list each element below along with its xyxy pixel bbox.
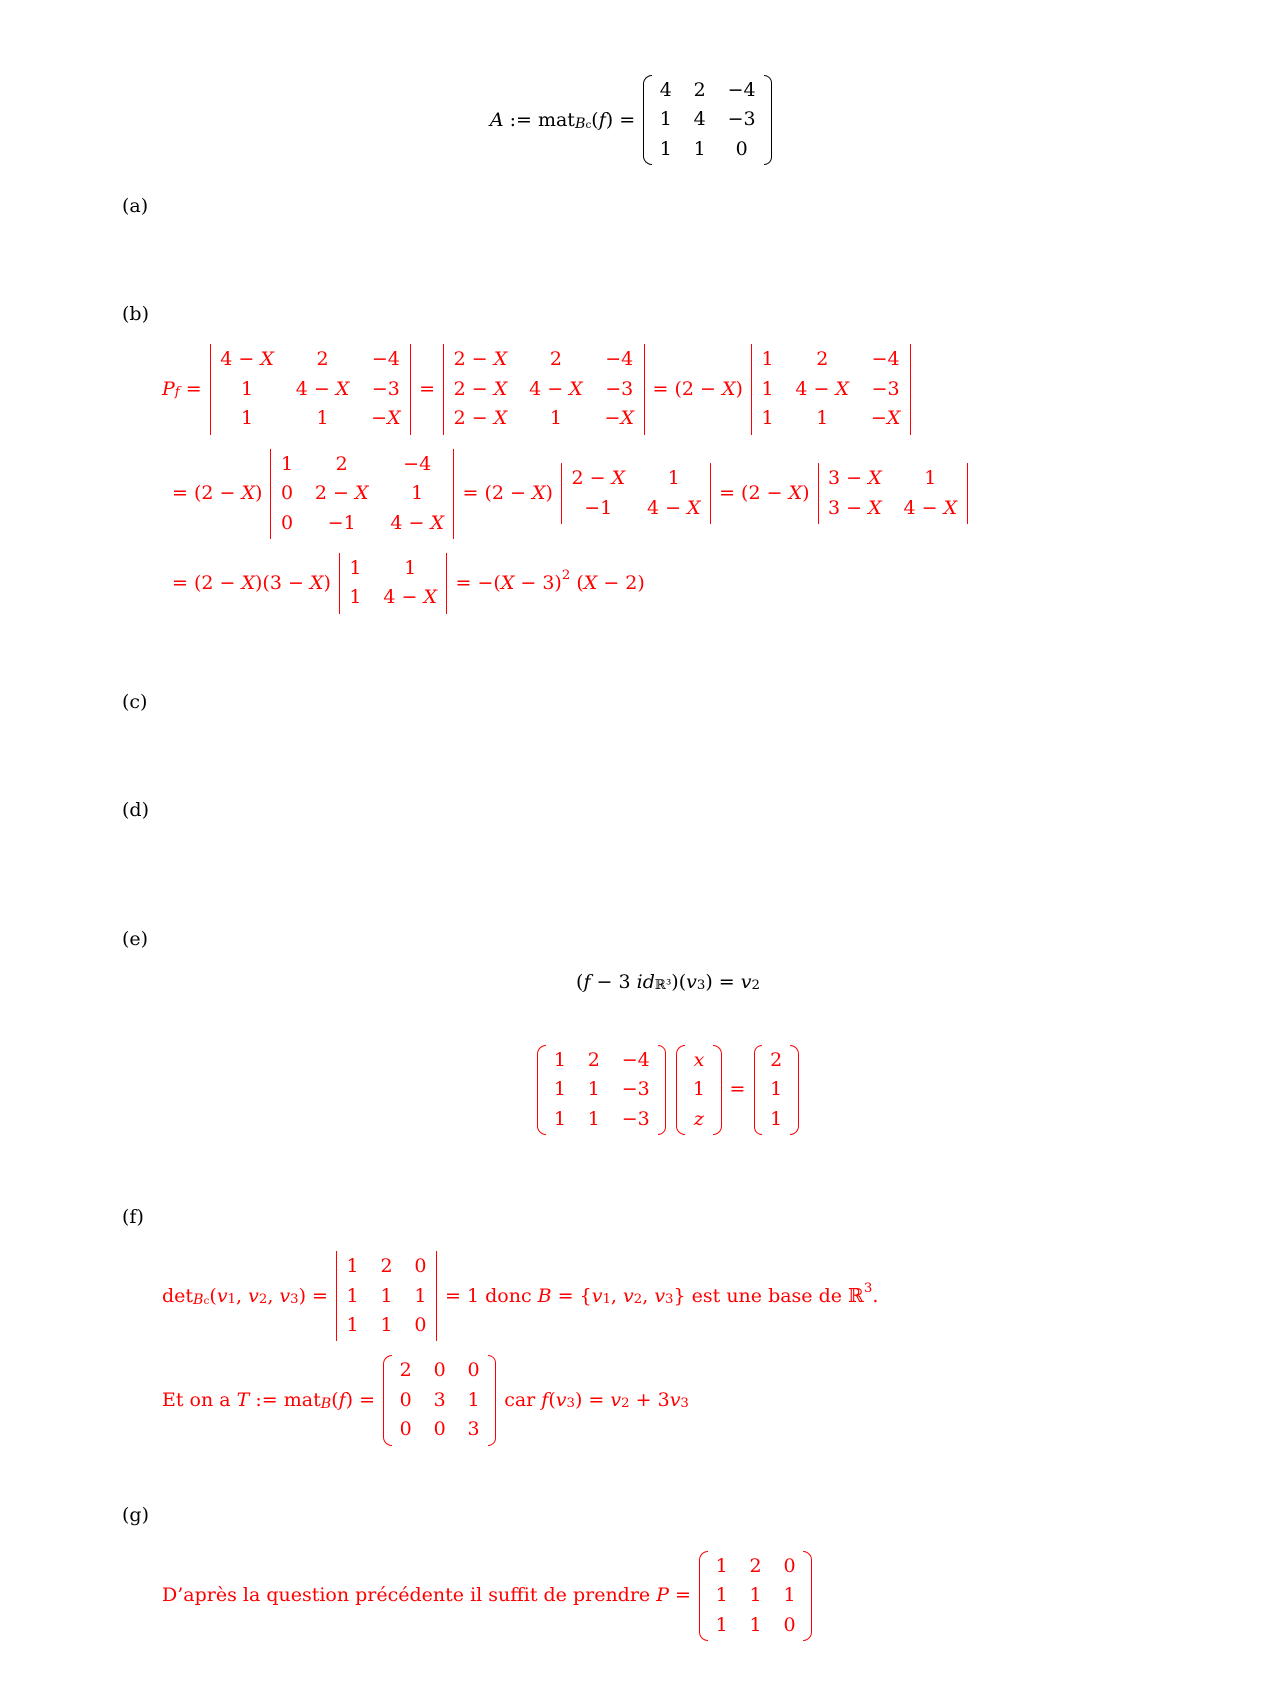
math-run: v [279, 1284, 291, 1307]
math-run [668, 1076, 674, 1103]
left-paren-icon [643, 75, 652, 165]
matrix-cell: 2 − X [453, 348, 508, 371]
math-run: , [236, 1284, 249, 1307]
math-run: = [179, 377, 208, 400]
document-header [24, 12, 1240, 51]
item-a [122, 193, 1240, 257]
matrix-cell: −3 [371, 377, 400, 400]
matrix-cell: 1 [346, 1284, 359, 1307]
answer-g [162, 1549, 1174, 1643]
question-e [162, 926, 1174, 945]
matrix-cell: 1 [414, 1284, 427, 1307]
matrix-cell: 1 [553, 1107, 566, 1130]
matrix-cell: 3 − X [828, 496, 882, 519]
matrix-cell: −4 [621, 1048, 650, 1071]
item-e-label: (e) [122, 927, 149, 950]
item-d [122, 797, 1240, 882]
matrix-cell: −4 [871, 348, 900, 371]
matrix-cell: 1 [816, 407, 829, 430]
matrix-cell: z [693, 1107, 704, 1130]
matrix-cell: 2 − X [571, 467, 626, 490]
matrix-cell: 4 [659, 79, 672, 101]
matrix-cell: −3 [727, 108, 756, 131]
matrix-cell: 0 [433, 1418, 446, 1441]
matrix-cell: 1 [316, 407, 329, 430]
item-e-body [162, 926, 1174, 1160]
matrix-cell: 1 [659, 137, 672, 160]
math-run: car [498, 1389, 542, 1412]
matrix-cell: 2 − X [314, 482, 369, 505]
matrix-cell: 2 [316, 348, 329, 371]
matrix-cell: 4 − X [795, 377, 850, 400]
item-d-label: (d) [122, 798, 149, 821]
matrix-cell: 1 [349, 556, 362, 579]
math-run: B [574, 116, 586, 133]
math-run: 2 [561, 568, 571, 584]
matrix-grid [818, 463, 968, 524]
matrix-cell: 1 [761, 407, 774, 430]
matrix-cell: 4 − X [383, 586, 437, 609]
matrix-cell: 2 [399, 1359, 412, 1382]
math-run: = −(X − 3) [449, 571, 562, 594]
matrix-cell: 1 [715, 1613, 728, 1636]
math-run: 3 [863, 1281, 873, 1297]
exercise-intro [24, 32, 1240, 51]
math-run: v [686, 970, 697, 993]
matrix-grid [654, 75, 761, 165]
math-run: = (2 − X) [456, 482, 559, 505]
matrix-cell: 1 [411, 482, 424, 505]
matrix-cell: 0 [783, 1613, 796, 1636]
math-run: )( [671, 970, 687, 993]
matrix-cell: −4 [403, 452, 432, 475]
question-g [162, 1502, 1174, 1521]
math-run: (X − 2) [570, 571, 645, 594]
math-run: 3 [290, 1291, 299, 1307]
determinant-matrix [443, 344, 644, 434]
determinant-matrix [818, 463, 968, 524]
math-run: v [216, 1284, 228, 1307]
math-run: ) = [705, 970, 741, 993]
left-paren-icon [537, 1045, 546, 1135]
matrix-cell: 1 [715, 1554, 728, 1577]
matrix-cell: −3 [621, 1107, 650, 1130]
item-b-label: (b) [122, 303, 149, 326]
math-run: ℝ³ [654, 977, 672, 993]
matrix-cell: 1 [783, 1584, 796, 1607]
math-run: ) = [574, 1389, 611, 1412]
matrix-grid [336, 1251, 437, 1341]
question-c [162, 689, 1174, 708]
determinant-matrix [751, 344, 911, 434]
math-run: c [203, 1295, 210, 1308]
matrix-cell: 1 [587, 1078, 600, 1101]
matrix-cell: 1 [659, 108, 672, 131]
left-paren-icon [754, 1045, 763, 1135]
right-paren-icon [790, 1045, 799, 1135]
matrix-cell: 1 [553, 1078, 566, 1101]
math-run: v [740, 970, 752, 993]
item-g-label: (g) [122, 1503, 149, 1526]
right-paren-icon [488, 1355, 497, 1445]
item-f [122, 1204, 1240, 1458]
math-run: ( [548, 1389, 556, 1412]
math-run: := mat [503, 108, 575, 131]
math-run: v [610, 1389, 622, 1412]
math-run: ( [331, 1389, 339, 1412]
matrix-cell: 2 [770, 1048, 783, 1071]
item-e [122, 926, 1240, 1160]
math-run: v [555, 1389, 567, 1412]
math-run: = [413, 377, 442, 400]
math-run: Et on a [162, 1389, 237, 1412]
matrix-cell: −3 [605, 377, 634, 400]
math-run: 2 [258, 1291, 268, 1307]
math-run: 3 [665, 1291, 674, 1307]
math-run: = [723, 1078, 752, 1101]
item-a-body [162, 193, 1174, 257]
paren-matrix [643, 75, 772, 165]
math-run: ) = [298, 1284, 335, 1307]
matrix-cell: 0 [280, 511, 294, 534]
matrix-cell: 1 [693, 137, 706, 160]
math-run: v [654, 1284, 666, 1307]
math-run: 2 [621, 1396, 630, 1412]
matrix-equation [162, 1043, 1174, 1137]
left-paren-icon [699, 1551, 708, 1641]
matrix-cell: 4 − X [220, 348, 274, 371]
matrix-cell: 1 [549, 407, 562, 430]
item-b [122, 301, 1240, 645]
matrix-cell: 1 [715, 1584, 728, 1607]
matrix-cell: 1 [587, 1107, 600, 1130]
math-run: f [541, 1389, 549, 1412]
math-run: 1 [602, 1291, 611, 1307]
matrix-grid [764, 1045, 787, 1135]
left-paren-icon [383, 1355, 392, 1445]
char-poly-line-1 [162, 342, 1174, 436]
matrix-cell: 1 [240, 407, 254, 430]
math-run: det [162, 1284, 194, 1307]
question-d [162, 797, 1174, 816]
math-run: } est une base de ℝ [673, 1284, 864, 1307]
math-run: , [610, 1284, 624, 1307]
question-f [162, 1204, 1174, 1223]
matrix-cell: 0 [467, 1359, 480, 1382]
math-run: v [591, 1284, 603, 1307]
math-run: = (2 − X) [172, 482, 269, 505]
matrix-cell: 2 [549, 348, 562, 371]
question-b [162, 301, 1174, 320]
math-run: B [320, 1396, 332, 1413]
matrix-cell: 3 [433, 1388, 446, 1411]
paren-matrix [699, 1551, 812, 1641]
matrix-cell: 4 − X [903, 496, 958, 519]
math-run: = { [551, 1284, 592, 1307]
matrix-cell: 0 [414, 1255, 427, 1278]
math-run: D’après la question précédente il suffit de prendre [162, 1584, 657, 1607]
matrix-cell: 1 [346, 1313, 359, 1336]
math-run: B [537, 1284, 552, 1307]
matrix-cell: 1 [667, 467, 680, 490]
char-poly-line-3 [162, 551, 1174, 616]
right-paren-icon [764, 75, 773, 165]
matrix-cell: 3 − X [828, 467, 882, 490]
math-run: ( [209, 1284, 217, 1307]
math-run: = (2 − X)(3 − X) [172, 571, 337, 594]
matrix-cell: −4 [605, 348, 634, 371]
matrix-cell: 0 [433, 1359, 446, 1382]
matrix-cell: 4 − X [295, 377, 350, 400]
math-run: , [642, 1284, 655, 1307]
math-run: T [236, 1389, 250, 1412]
matrix-cell: 4 − X [390, 511, 444, 534]
math-run: f [174, 385, 180, 401]
determinant-matrix [210, 344, 411, 434]
math-run: f [598, 108, 606, 131]
matrix-cell: −X [371, 407, 401, 430]
item-c [122, 689, 1240, 753]
matrix-cell: 1 [346, 1255, 359, 1278]
matrix-cell: 1 [349, 586, 362, 609]
matrix-cell: 1 [404, 556, 417, 579]
matrix-grid [394, 1355, 485, 1445]
math-run: c [585, 118, 592, 131]
item-f-label: (f) [122, 1206, 144, 1229]
right-paren-icon [658, 1045, 667, 1135]
matrix-cell: −4 [727, 79, 756, 101]
condition-equation [162, 969, 1174, 996]
matrix-cell: 4 − X [646, 496, 701, 519]
answer-d-line-1 [162, 842, 1174, 861]
item-d-body [162, 797, 1174, 882]
left-paren-icon [676, 1045, 685, 1135]
matrix-cell: 2 [749, 1554, 762, 1577]
right-paren-icon [803, 1551, 812, 1641]
matrix-cell: −1 [327, 511, 356, 534]
matrix-grid [548, 1045, 655, 1135]
matrix-cell: 1 [761, 348, 774, 371]
matrix-cell: 1 [280, 452, 294, 475]
matrix-grid [751, 344, 911, 434]
matrix-grid [443, 344, 644, 434]
matrix-cell: 1 [692, 1078, 705, 1101]
math-run: . [872, 1284, 879, 1307]
matrix-cell: 0 [414, 1313, 427, 1336]
matrix-cell: 3 [467, 1418, 480, 1441]
item-c-body [162, 689, 1174, 753]
math-run: = 1 donc [439, 1284, 538, 1307]
math-run: B [193, 1292, 204, 1309]
math-run: , [267, 1284, 280, 1307]
matrix-cell: 0 [399, 1388, 412, 1411]
matrix-grid [270, 449, 454, 539]
exercise-title [24, 12, 1240, 32]
item-b-body [162, 301, 1174, 645]
math-run: 1 [227, 1291, 237, 1307]
matrix-cell: 1 [749, 1584, 762, 1607]
math-run: 3 [680, 1396, 689, 1412]
math-run: := mat [249, 1389, 321, 1412]
matrix-cell: 1 [924, 467, 937, 490]
answer-d-line-2 [162, 863, 1174, 882]
matrix-cell: −X [870, 407, 901, 430]
matrix-cell: 0 [735, 137, 748, 160]
matrix-cell: −3 [871, 377, 900, 400]
math-run: P [162, 377, 175, 400]
math-run: P [656, 1584, 670, 1607]
matrix-T-line [162, 1353, 1174, 1447]
matrix-cell: 0 [280, 482, 294, 505]
answer-e-intro [162, 1020, 1174, 1039]
math-run: v [623, 1284, 634, 1307]
matrix-cell: 2 [816, 348, 829, 371]
math-run: = (2 − X) [713, 482, 816, 505]
math-run: 3 [696, 977, 706, 993]
math-run: 2 [633, 1291, 643, 1307]
char-poly-line-2 [162, 447, 1174, 541]
math-run: 3 [566, 1396, 575, 1412]
question-a [162, 193, 1174, 212]
answer-e-end [162, 1141, 1174, 1160]
matrix-cell: 1 [467, 1388, 480, 1411]
item-a-label: (a) [122, 195, 149, 218]
matrix-grid [687, 1045, 710, 1135]
math-run: + 3 [629, 1389, 670, 1412]
paren-matrix [383, 1355, 496, 1445]
matrix-cell: −3 [621, 1078, 650, 1101]
paren-matrix [537, 1045, 666, 1135]
matrix-cell: −1 [584, 496, 613, 519]
matrix-A-display [24, 73, 1240, 167]
item-g-body [162, 1502, 1174, 1653]
matrix-cell: −4 [371, 348, 400, 371]
matrix-cell: 0 [399, 1418, 412, 1441]
item-f-body [162, 1204, 1174, 1458]
matrix-grid [710, 1551, 801, 1641]
math-run: − 3 [590, 970, 637, 993]
matrix-cell: 4 − X [529, 377, 583, 400]
math-run: = (2 − X) [646, 377, 749, 400]
math-run: f [338, 1389, 346, 1412]
matrix-cell: 2 − X [453, 407, 508, 430]
matrix-grid [561, 463, 711, 524]
answer-a [162, 238, 1174, 257]
matrix-cell: 1 [749, 1613, 762, 1636]
math-run: f [583, 970, 591, 993]
matrix-cell: −X [604, 407, 634, 430]
matrix-cell: 2 − X [453, 377, 508, 400]
matrix-grid [210, 344, 411, 434]
math-run: = [669, 1584, 698, 1607]
math-run: ) = [345, 1389, 382, 1412]
math-run: A [489, 108, 504, 131]
matrix-cell: 1 [240, 377, 254, 400]
matrix-cell: 4 [693, 108, 706, 131]
matrix-cell: 1 [761, 377, 774, 400]
matrix-grid [339, 553, 448, 614]
matrix-cell: 2 [380, 1255, 393, 1278]
determinant-matrix [270, 449, 454, 539]
math-run: id [636, 970, 655, 993]
matrix-cell: 1 [553, 1048, 566, 1071]
determinant-check-line [162, 1249, 1174, 1343]
paren-matrix [676, 1045, 721, 1135]
matrix-cell: x [693, 1048, 705, 1071]
matrix-cell: 1 [770, 1078, 783, 1101]
math-run: v [669, 1389, 681, 1412]
answer-b-conclusion [162, 626, 1174, 645]
matrix-cell: 1 [380, 1313, 393, 1336]
right-paren-icon [713, 1045, 722, 1135]
matrix-cell: 1 [380, 1284, 393, 1307]
determinant-matrix [339, 553, 448, 614]
math-run: ) = [605, 108, 642, 131]
math-run: v [248, 1284, 259, 1307]
paren-matrix [754, 1045, 799, 1135]
determinant-matrix [336, 1251, 437, 1341]
determinant-matrix [561, 463, 711, 524]
answer-c [162, 734, 1174, 753]
matrix-cell: 2 [693, 79, 706, 101]
math-run: 2 [751, 977, 760, 993]
matrix-cell: 2 [335, 452, 348, 475]
item-g [122, 1502, 1240, 1653]
matrix-cell: 1 [770, 1107, 783, 1130]
matrix-cell: 2 [587, 1048, 600, 1071]
math-run: ( [591, 108, 599, 131]
item-c-label: (c) [122, 690, 148, 713]
matrix-cell: 0 [783, 1554, 796, 1577]
math-run: ( [576, 970, 584, 993]
